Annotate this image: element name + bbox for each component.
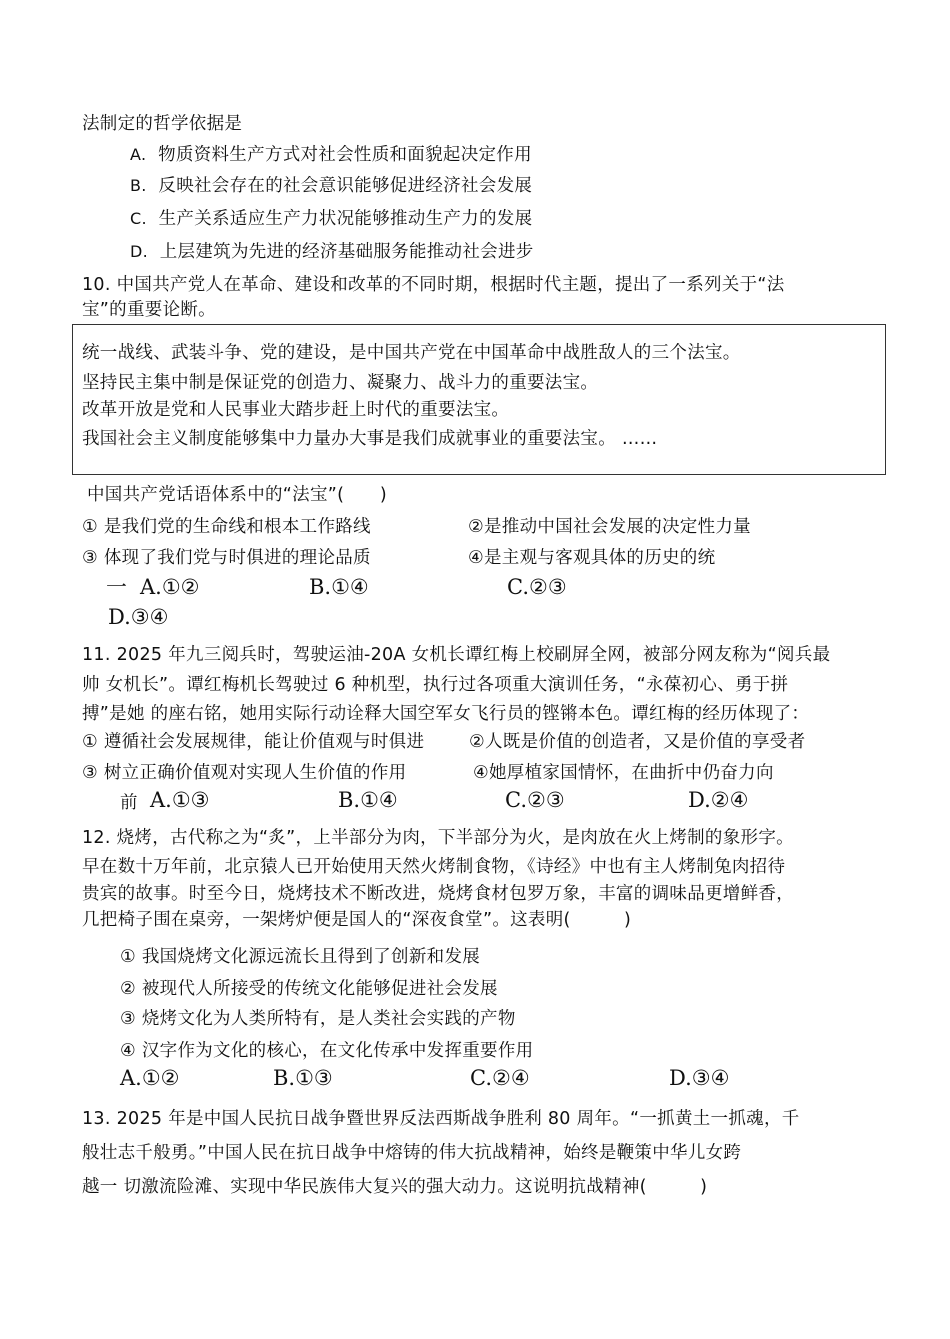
q9-option-a: A. 物质资料生产方式对社会性质和面貌起决定作用 (130, 145, 532, 165)
q10-option-b: B.①④ (309, 575, 369, 599)
q12-item-1: ① 我国烧烤文化源远流长且得到了创新和发展 (120, 947, 481, 967)
q10-stem-line1: 10. 中国共产党人在革命、建设和改革的不同时期，根据时代主题，提出了一系列关于“法 (82, 275, 785, 295)
q10-option-a: A.①② (140, 575, 200, 599)
q10-item-3: ③ 体现了我们党与时俱进的理论品质 (82, 548, 371, 568)
q12-option-d: D.③④ (669, 1066, 730, 1090)
q10-dash: 一 (106, 575, 127, 599)
q9-option-c: C. 生产关系适应生产力状况能够推动生产力的发展 (130, 209, 533, 229)
q11-option-c: C.②③ (505, 788, 565, 812)
q11-item-2: ②人既是价值的创造者，又是价值的享受者 (469, 732, 806, 752)
q13-stem-line2: 般壮志千般勇。”中国人民在抗日战争中熔铸的伟大抗战精神，始终是鞭策中华儿女跨 (82, 1143, 742, 1163)
q11-item-4: ④她厚植家国情怀，在曲折中仍奋力向 (473, 763, 774, 783)
q10-box-line4: 我国社会主义制度能够集中力量办大事是我们成就事业的重要法宝。 …… (82, 429, 658, 449)
q10-box-line2: 坚持民主集中制是保证党的创造力、凝聚力、战斗力的重要法宝。 (82, 373, 599, 393)
q9-option-b: B. 反映社会存在的社会意识能够促进经济社会发展 (130, 176, 533, 196)
q12-option-c: C.②④ (470, 1066, 530, 1090)
q11-item-4-tail: 前 (120, 793, 138, 813)
q13-stem-line1: 13. 2025 年是中国人民抗日战争暨世界反法西斯战争胜利 80 周年。“一抓黄土一抓魂，千 (82, 1109, 800, 1129)
q11-item-1: ① 遵循社会发展规律，能让价值观与时俱进 (82, 732, 425, 752)
q10-stem-line2: 宝”的重要论断。 (82, 300, 216, 320)
q9-option-d: D. 上层建筑为先进的经济基础服务能推动社会进步 (130, 242, 534, 262)
q11-stem-line3: 搏”是她 的座右铭，她用实际行动诠释大国空军女飞行员的铿锵本色。谭红梅的经历体现了： (82, 704, 810, 724)
q11-stem-line2: 帅 女机长”。谭红梅机长驾驶过 6 种机型，执行过各项重大演训任务，“永葆初心、勇于拼 (82, 675, 789, 695)
q10-item-1: ① 是我们党的生命线和根本工作路线 (82, 517, 371, 537)
q10-question: 中国共产党话语体系中的“法宝”( ) (87, 485, 387, 505)
q10-option-c: C.②③ (507, 575, 567, 599)
q10-option-d: D.③④ (108, 605, 169, 629)
q12-stem-line3: 贵宾的故事。时至今日，烧烤技术不断改进，烧烤食材包罗万象，丰富的调味品更增鲜香， (82, 884, 794, 904)
q12-stem-line4: 几把椅子围在桌旁，一架烤炉便是国人的“深夜食堂”。这表明( ) (82, 910, 632, 930)
q11-item-3: ③ 树立正确价值观对实现人生价值的作用 (82, 763, 407, 783)
q10-item-4: ④是主观与客观具体的历史的统 (468, 548, 716, 568)
q10-box-line3: 改革开放是党和人民事业大踏步赶上时代的重要法宝。 (82, 400, 510, 420)
q12-stem-line2: 早在数十万年前，北京猿人已开始使用天然火烤制食物，《诗经》中也有主人烤制兔肉招待 (82, 857, 786, 877)
q9-stem-tail: 法制定的哲学依据是 (82, 114, 243, 134)
q12-stem-line1: 12. 烧烤，古代称之为“炙”，上半部分为肉，下半部分为火，是肉放在火上烤制的象形字。 (82, 828, 794, 848)
q12-option-a: A.①② (120, 1066, 180, 1090)
q11-option-d: D.②④ (688, 788, 749, 812)
q11-option-a: A.①③ (150, 788, 210, 812)
q12-item-2: ② 被现代人所接受的传统文化能够促进社会发展 (120, 979, 498, 999)
q12-option-b: B.①③ (273, 1066, 333, 1090)
q11-stem-line1: 11. 2025 年九三阅兵时，驾驶运油-20A 女机长谭红梅上校刷屏全网，被部分网友称为“阅兵最 (82, 645, 831, 665)
q13-stem-line3: 越一 切激流险滩、实现中华民族伟大复兴的强大动力。这说明抗战精神( ) (82, 1177, 708, 1197)
q12-item-4: ④ 汉字作为文化的核心，在文化传承中发挥重要作用 (120, 1041, 534, 1061)
q10-box-line1: 统一战线、武装斗争、党的建设，是中国共产党在中国革命中战胜敌人的三个法宝。 (82, 343, 741, 363)
q10-item-2: ②是推动中国社会发展的决定性力量 (468, 517, 751, 537)
q11-option-b: B.①④ (338, 788, 398, 812)
q12-item-3: ③ 烧烤文化为人类所特有，是人类社会实践的产物 (120, 1009, 516, 1029)
